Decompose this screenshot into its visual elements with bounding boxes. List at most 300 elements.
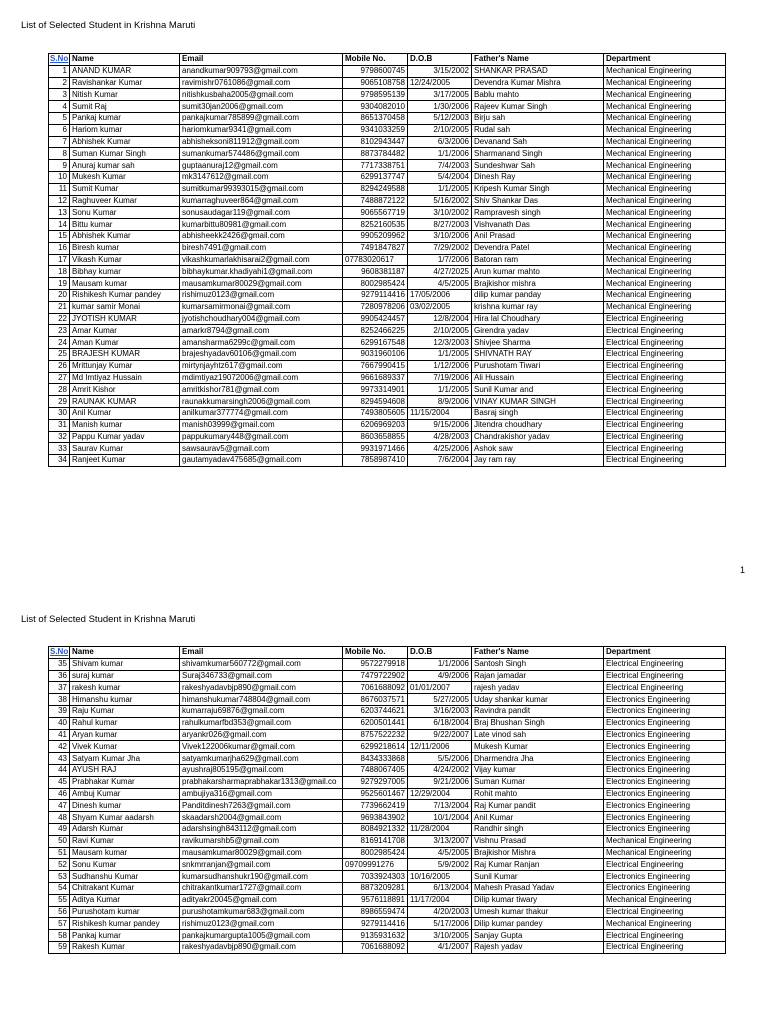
- serial-number-cell: 30: [49, 407, 70, 419]
- department-cell: Mechanical Engineering: [604, 195, 726, 207]
- name-cell: Aman Kumar: [70, 337, 180, 349]
- serial-number-cell: 37: [49, 682, 70, 694]
- table-row: [49, 101, 726, 113]
- father-name-cell: Brajkishor mishra: [472, 278, 604, 290]
- name-cell: Shivam kumar: [70, 658, 180, 670]
- table-row: [49, 266, 726, 278]
- name-cell: kumar samir Monai: [70, 301, 180, 313]
- mobile-cell: 07783020617: [343, 254, 408, 266]
- dob-cell: 3/10/2005: [408, 930, 472, 942]
- table-row: [49, 717, 726, 729]
- name-cell: Mrittunjay Kumar: [70, 360, 180, 372]
- mobile-cell: 9973314901: [343, 384, 408, 396]
- serial-number-cell: 8: [49, 148, 70, 160]
- dob-cell: 8/9/2006: [408, 396, 472, 408]
- father-name-cell: Jay ram ray: [472, 455, 604, 467]
- email-cell: Suraj346733@gmail.com: [180, 670, 343, 682]
- email-cell: Panditdinesh7263@gmail.com: [180, 800, 343, 812]
- table-row: [49, 788, 726, 800]
- mobile-cell: 6200501441: [343, 717, 408, 729]
- name-cell: Saurav Kumar: [70, 443, 180, 455]
- name-cell: Amar Kumar: [70, 325, 180, 337]
- father-name-cell: Shiv Shankar Das: [472, 195, 604, 207]
- serial-number-cell: 15: [49, 230, 70, 242]
- table-row: [49, 254, 726, 266]
- father-name-cell: Arun kumar mahto: [472, 266, 604, 278]
- father-name-cell: Rampravesh singh: [472, 207, 604, 219]
- mobile-cell: 6206969203: [343, 419, 408, 431]
- mobile-cell: 8434333868: [343, 753, 408, 765]
- email-cell: pankajkumargupta1005@gmail.com: [180, 930, 343, 942]
- mobile-cell: 6299137747: [343, 171, 408, 183]
- serial-number-cell: 54: [49, 882, 70, 894]
- dob-cell: 5/5/2006: [408, 753, 472, 765]
- serial-number-cell: 49: [49, 823, 70, 835]
- father-name-cell: Ashok saw: [472, 443, 604, 455]
- table-row: [49, 431, 726, 443]
- mobile-cell: 9279114416: [343, 289, 408, 301]
- table-row: [49, 835, 726, 847]
- email-cell: amarkr8794@gmail.com: [180, 325, 343, 337]
- header-mobile: Mobile No.: [343, 54, 408, 66]
- email-cell: raunakkumarsingh2006@gmail.com: [180, 396, 343, 408]
- department-cell: Mechanical Engineering: [604, 894, 726, 906]
- table-row: [49, 148, 726, 160]
- serial-number-cell: 19: [49, 278, 70, 290]
- dob-cell: 5/12/2003: [408, 112, 472, 124]
- mobile-cell: 8084921332: [343, 823, 408, 835]
- serial-number-cell: 1: [49, 65, 70, 77]
- dob-cell: 7/19/2006: [408, 372, 472, 384]
- email-cell: Vivek122006kumar@gmail.com: [180, 741, 343, 753]
- serial-number-cell: 26: [49, 360, 70, 372]
- email-cell: rishimuz0123@gmail.com: [180, 918, 343, 930]
- mobile-cell: 8002985424: [343, 847, 408, 859]
- email-cell: amansharma6299c@gmail.com: [180, 337, 343, 349]
- name-cell: Vikash Kumar: [70, 254, 180, 266]
- father-name-cell: Devanand Sah: [472, 136, 604, 148]
- table-row: [49, 682, 726, 694]
- department-cell: Electronics Engineering: [604, 788, 726, 800]
- email-cell: kumarbittu80981@gmail.com: [180, 219, 343, 231]
- department-cell: Mechanical Engineering: [604, 242, 726, 254]
- serial-number-cell: 48: [49, 812, 70, 824]
- dob-cell: 10/16/2005: [408, 871, 472, 883]
- dob-cell: 5/9/2002: [408, 859, 472, 871]
- father-name-cell: SHANKAR PRASAD: [472, 65, 604, 77]
- dob-cell: 9/22/2007: [408, 729, 472, 741]
- father-name-cell: Devendra Patel: [472, 242, 604, 254]
- serial-number-cell: 17: [49, 254, 70, 266]
- email-cell: amritkishor781@gmail.com: [180, 384, 343, 396]
- dob-cell: 4/28/2003: [408, 431, 472, 443]
- header-name: Name: [70, 54, 180, 66]
- dob-cell: 4/20/2003: [408, 906, 472, 918]
- father-name-cell: Brajkishor Mishra: [472, 847, 604, 859]
- dob-cell: 1/1/2005: [408, 348, 472, 360]
- serial-number-cell: 29: [49, 396, 70, 408]
- header-department: Department: [604, 54, 726, 66]
- serial-number-cell: 47: [49, 800, 70, 812]
- email-cell: guptaanuraj12@gmail.com: [180, 160, 343, 172]
- name-cell: Raghuveer Kumar: [70, 195, 180, 207]
- email-cell: kumarraghuveer864@gmail.com: [180, 195, 343, 207]
- mobile-cell: 8676037571: [343, 694, 408, 706]
- email-cell: shivamkumar560772@gmail.com: [180, 658, 343, 670]
- dob-cell: 11/15/2004: [408, 407, 472, 419]
- name-cell: Rishikesh kumar pandey: [70, 918, 180, 930]
- serial-number-cell: 23: [49, 325, 70, 337]
- department-cell: Mechanical Engineering: [604, 847, 726, 859]
- name-cell: Adarsh Kumar: [70, 823, 180, 835]
- name-cell: JYOTISH KUMAR: [70, 313, 180, 325]
- table-row: [49, 776, 726, 788]
- dob-cell: 1/1/2006: [408, 148, 472, 160]
- department-cell: Electronics Engineering: [604, 741, 726, 753]
- dob-cell: 11/17/2004: [408, 894, 472, 906]
- dob-cell: 3/17/2005: [408, 89, 472, 101]
- email-cell: sumankumar574486@gmail.com: [180, 148, 343, 160]
- department-cell: Electrical Engineering: [604, 313, 726, 325]
- mobile-cell: 9065567719: [343, 207, 408, 219]
- mobile-cell: 9931971466: [343, 443, 408, 455]
- dob-cell: 2/10/2005: [408, 325, 472, 337]
- email-cell: nitishkusbaha2005@gmail.com: [180, 89, 343, 101]
- mobile-cell: 9905209962: [343, 230, 408, 242]
- name-cell: Rishikesh Kumar pandey: [70, 289, 180, 301]
- mobile-cell: 9798600745: [343, 65, 408, 77]
- father-name-cell: Sunil Kumar and: [472, 384, 604, 396]
- father-name-cell: Late vinod sah: [472, 729, 604, 741]
- dob-cell: 10/1/2004: [408, 812, 472, 824]
- dob-cell: 7/13/2004: [408, 800, 472, 812]
- name-cell: Ravishankar Kumar: [70, 77, 180, 89]
- department-cell: Mechanical Engineering: [604, 207, 726, 219]
- department-cell: Mechanical Engineering: [604, 918, 726, 930]
- name-cell: Hariom kumar: [70, 124, 180, 136]
- header-department: Department: [604, 647, 726, 659]
- department-cell: Mechanical Engineering: [604, 219, 726, 231]
- serial-number-cell: 18: [49, 266, 70, 278]
- father-name-cell: Shivjee Sharma: [472, 337, 604, 349]
- mobile-cell: 7280978206: [343, 301, 408, 313]
- email-cell: manish03999@gmail.com: [180, 419, 343, 431]
- serial-number-cell: 27: [49, 372, 70, 384]
- name-cell: Mukesh Kumar: [70, 171, 180, 183]
- dob-cell: 5/16/2002: [408, 195, 472, 207]
- table-row: [49, 741, 726, 753]
- department-cell: Mechanical Engineering: [604, 65, 726, 77]
- mobile-cell: 8002985424: [343, 278, 408, 290]
- dob-cell: 7/29/2002: [408, 242, 472, 254]
- department-cell: Mechanical Engineering: [604, 266, 726, 278]
- dob-cell: 3/10/2002: [408, 207, 472, 219]
- header-father-name: Father's Name: [472, 647, 604, 659]
- dob-cell: 2/10/2005: [408, 124, 472, 136]
- table-row: [49, 183, 726, 195]
- email-cell: prabhakarsharmaprabhakar1313@gmail.co: [180, 776, 343, 788]
- father-name-cell: VINAY KUMAR SINGH: [472, 396, 604, 408]
- table-row: [49, 160, 726, 172]
- email-cell: kumarraju69876@gmail.com: [180, 705, 343, 717]
- department-cell: Electronics Engineering: [604, 882, 726, 894]
- email-cell: mdimtiyaz19072006@gmail.com: [180, 372, 343, 384]
- serial-number-cell: 35: [49, 658, 70, 670]
- name-cell: Rakesh Kumar: [70, 941, 180, 953]
- table-row: [49, 670, 726, 682]
- serial-number-cell: 52: [49, 859, 70, 871]
- dob-cell: 1/1/2006: [408, 658, 472, 670]
- father-name-cell: Vijay kumar: [472, 764, 604, 776]
- serial-number-cell: 4: [49, 101, 70, 113]
- department-cell: Electrical Engineering: [604, 682, 726, 694]
- name-cell: Biresh kumar: [70, 242, 180, 254]
- name-cell: rakesh kumar: [70, 682, 180, 694]
- mobile-cell: 8102943447: [343, 136, 408, 148]
- page-number: 1: [740, 565, 746, 575]
- father-name-cell: SHIVNATH RAY: [472, 348, 604, 360]
- email-cell: rakeshyadavbjp890@gmail.com: [180, 941, 343, 953]
- dob-cell: 8/27/2003: [408, 219, 472, 231]
- email-cell: pappukumary448@gmail.com: [180, 431, 343, 443]
- table-row: [49, 419, 726, 431]
- mobile-cell: 9525601467: [343, 788, 408, 800]
- serial-number-cell: 2: [49, 77, 70, 89]
- serial-number-cell: 50: [49, 835, 70, 847]
- father-name-cell: rajesh yadav: [472, 682, 604, 694]
- father-name-cell: Girendra yadav: [472, 325, 604, 337]
- department-cell: Mechanical Engineering: [604, 230, 726, 242]
- table-row: [49, 348, 726, 360]
- email-cell: ravikumarshb5@gmail.com: [180, 835, 343, 847]
- department-cell: Mechanical Engineering: [604, 183, 726, 195]
- father-name-cell: Jitendra choudhary: [472, 419, 604, 431]
- serial-number-cell: 51: [49, 847, 70, 859]
- serial-number-cell: 56: [49, 906, 70, 918]
- mobile-cell: 9693843902: [343, 812, 408, 824]
- department-cell: Electronics Engineering: [604, 764, 726, 776]
- serial-number-cell: 28: [49, 384, 70, 396]
- department-cell: Electrical Engineering: [604, 455, 726, 467]
- email-cell: sawsaurav5@gmail.com: [180, 443, 343, 455]
- father-name-cell: Birju sah: [472, 112, 604, 124]
- email-cell: skaadarsh2004@gmail.com: [180, 812, 343, 824]
- dob-cell: 4/5/2005: [408, 847, 472, 859]
- name-cell: Mausam kumar: [70, 847, 180, 859]
- department-cell: Electrical Engineering: [604, 396, 726, 408]
- department-cell: Mechanical Engineering: [604, 254, 726, 266]
- serial-number-cell: 13: [49, 207, 70, 219]
- father-name-cell: Vishvanath Das: [472, 219, 604, 231]
- father-name-cell: Purushotam Tiwari: [472, 360, 604, 372]
- email-cell: sonusaudagar119@gmail.com: [180, 207, 343, 219]
- name-cell: AYUSH RAJ: [70, 764, 180, 776]
- dob-cell: 5/27/2005: [408, 694, 472, 706]
- name-cell: Ambuj Kumar: [70, 788, 180, 800]
- header-father-name: Father's Name: [472, 54, 604, 66]
- serial-number-cell: 44: [49, 764, 70, 776]
- table-row: [49, 894, 726, 906]
- father-name-cell: Devendra Kumar Mishra: [472, 77, 604, 89]
- department-cell: Mechanical Engineering: [604, 89, 726, 101]
- mobile-cell: 7717338751: [343, 160, 408, 172]
- father-name-cell: Rudal sah: [472, 124, 604, 136]
- page-2-title: List of Selected Student in Krishna Maruti: [21, 614, 196, 625]
- dob-cell: 5/4/2004: [408, 171, 472, 183]
- table-row: [49, 384, 726, 396]
- name-cell: Manish kumar: [70, 419, 180, 431]
- header-serial-number[interactable]: S.No: [50, 54, 69, 64]
- table-row: [49, 812, 726, 824]
- mobile-cell: 8757522232: [343, 729, 408, 741]
- dob-cell: 5/17/2006: [408, 918, 472, 930]
- header-serial-number[interactable]: S.No: [50, 647, 69, 657]
- department-cell: Mechanical Engineering: [604, 278, 726, 290]
- mobile-cell: 7488067405: [343, 764, 408, 776]
- serial-number-cell: 39: [49, 705, 70, 717]
- serial-number-cell: 58: [49, 930, 70, 942]
- mobile-cell: 8651370458: [343, 112, 408, 124]
- email-cell: abhisheksoni811912@gmail.com: [180, 136, 343, 148]
- dob-cell: 12/29/2004: [408, 788, 472, 800]
- name-cell: Rahul kumar: [70, 717, 180, 729]
- name-cell: Dinesh kumar: [70, 800, 180, 812]
- dob-cell: 3/15/2002: [408, 65, 472, 77]
- table-row: [49, 313, 726, 325]
- dob-cell: 4/9/2006: [408, 670, 472, 682]
- father-name-cell: Sunil Kumar: [472, 871, 604, 883]
- email-cell: kumarsudhanshukr190@gmail.com: [180, 871, 343, 883]
- name-cell: RAUNAK KUMAR: [70, 396, 180, 408]
- email-cell: adarshsingh843112@gmail.com: [180, 823, 343, 835]
- mobile-cell: 7488872122: [343, 195, 408, 207]
- email-cell: anilkumar377774@gmail.com: [180, 407, 343, 419]
- header-mobile: Mobile No.: [343, 647, 408, 659]
- email-cell: vikashkumarlakhisarai2@gmail.com: [180, 254, 343, 266]
- table-row: [49, 906, 726, 918]
- father-name-cell: Chandrakishor yadav: [472, 431, 604, 443]
- dob-cell: 4/5/2005: [408, 278, 472, 290]
- father-name-cell: Rajan jamadar: [472, 670, 604, 682]
- email-cell: ayushraj805195@gmail.com: [180, 764, 343, 776]
- dob-cell: 9/21/2006: [408, 776, 472, 788]
- father-name-cell: Batoran ram: [472, 254, 604, 266]
- email-cell: himanshukumar748804@gmail.com: [180, 694, 343, 706]
- email-cell: jyotishchoudhary004@gmail.com: [180, 313, 343, 325]
- mobile-cell: 9304082010: [343, 101, 408, 113]
- father-name-cell: Mukesh Kumar: [472, 741, 604, 753]
- name-cell: Anuraj kumar sah: [70, 160, 180, 172]
- email-cell: ravimishr0761086@gmail.com: [180, 77, 343, 89]
- name-cell: BRAJESH KUMAR: [70, 348, 180, 360]
- table-row: [49, 337, 726, 349]
- department-cell: Electrical Engineering: [604, 325, 726, 337]
- department-cell: Mechanical Engineering: [604, 289, 726, 301]
- mobile-cell: 9608381187: [343, 266, 408, 278]
- department-cell: Electrical Engineering: [604, 407, 726, 419]
- father-name-cell: dilip kumar panday: [472, 289, 604, 301]
- table-row: [49, 930, 726, 942]
- name-cell: Sudhanshu Kumar: [70, 871, 180, 883]
- serial-number-cell: 57: [49, 918, 70, 930]
- table-row: [49, 455, 726, 467]
- father-name-cell: Dharmendra Jha: [472, 753, 604, 765]
- serial-number-cell: 36: [49, 670, 70, 682]
- father-name-cell: Rajesh yadav: [472, 941, 604, 953]
- department-cell: Electrical Engineering: [604, 372, 726, 384]
- name-cell: Mausam kumar: [70, 278, 180, 290]
- serial-number-cell: 12: [49, 195, 70, 207]
- name-cell: Sumit Kumar: [70, 183, 180, 195]
- department-cell: Electrical Engineering: [604, 941, 726, 953]
- father-name-cell: Rohit mahto: [472, 788, 604, 800]
- mobile-cell: 9572279918: [343, 658, 408, 670]
- department-cell: Electrical Engineering: [604, 443, 726, 455]
- father-name-cell: Sharmanand Singh: [472, 148, 604, 160]
- mobile-cell: 8252466225: [343, 325, 408, 337]
- table-row: [49, 77, 726, 89]
- header-email: Email: [180, 647, 343, 659]
- dob-cell: 3/13/2007: [408, 835, 472, 847]
- mobile-cell: 9279114416: [343, 918, 408, 930]
- father-name-cell: Sanjay Gupta: [472, 930, 604, 942]
- father-name-cell: Rajeev Kumar Singh: [472, 101, 604, 113]
- father-name-cell: Kripesh Kumar Singh: [472, 183, 604, 195]
- mobile-cell: 8294594608: [343, 396, 408, 408]
- serial-number-cell: 10: [49, 171, 70, 183]
- department-cell: Mechanical Engineering: [604, 77, 726, 89]
- name-cell: Chitrakant Kumar: [70, 882, 180, 894]
- table-header-row: [49, 54, 726, 66]
- name-cell: Ranjeet Kumar: [70, 455, 180, 467]
- dob-cell: 1/12/2006: [408, 360, 472, 372]
- email-cell: rishimuz0123@gmail.com: [180, 289, 343, 301]
- table-row: [49, 207, 726, 219]
- name-cell: Vivek Kumar: [70, 741, 180, 753]
- father-name-cell: Basraj singh: [472, 407, 604, 419]
- serial-number-cell: 38: [49, 694, 70, 706]
- mobile-cell: 8873784482: [343, 148, 408, 160]
- father-name-cell: Bablu mahto: [472, 89, 604, 101]
- department-cell: Mechanical Engineering: [604, 136, 726, 148]
- mobile-cell: 8873209281: [343, 882, 408, 894]
- mobile-cell: 9341033259: [343, 124, 408, 136]
- department-cell: Electronics Engineering: [604, 800, 726, 812]
- department-cell: Mechanical Engineering: [604, 835, 726, 847]
- father-name-cell: Ali Hussain: [472, 372, 604, 384]
- table-row: [49, 89, 726, 101]
- table-row: [49, 705, 726, 717]
- serial-number-cell: 21: [49, 301, 70, 313]
- mobile-cell: 7033924303: [343, 871, 408, 883]
- table-row: [49, 407, 726, 419]
- table-row: [49, 112, 726, 124]
- dob-cell: 12/8/2004: [408, 313, 472, 325]
- serial-number-cell: 42: [49, 741, 70, 753]
- name-cell: Shyam Kumar aadarsh: [70, 812, 180, 824]
- name-cell: Aryan kumar: [70, 729, 180, 741]
- name-cell: Prabhakar Kumar: [70, 776, 180, 788]
- department-cell: Electronics Engineering: [604, 812, 726, 824]
- serial-number-cell: 34: [49, 455, 70, 467]
- serial-number-cell: 5: [49, 112, 70, 124]
- student-table-page-1: [48, 53, 726, 467]
- name-cell: Md Imtiyaz Hussain: [70, 372, 180, 384]
- serial-number-cell: 45: [49, 776, 70, 788]
- table-row: [49, 443, 726, 455]
- serial-number-cell: 9: [49, 160, 70, 172]
- name-cell: Amrit Kishor: [70, 384, 180, 396]
